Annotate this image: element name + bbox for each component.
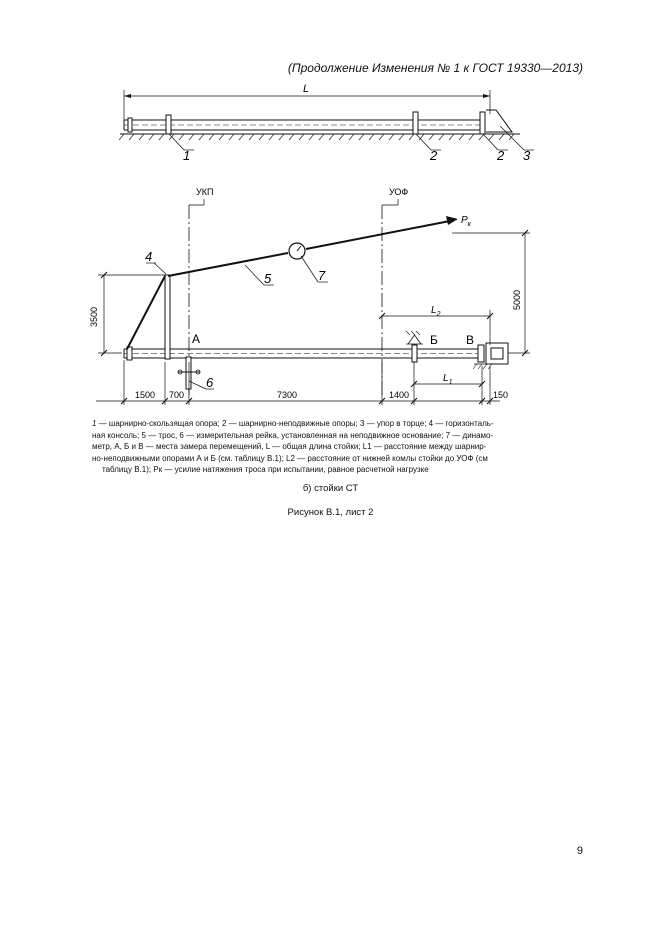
dim-3500: 3500 <box>89 306 99 327</box>
callout-6: 6 <box>206 375 214 390</box>
dim-1500: 1500 <box>135 390 156 400</box>
point-a: А <box>192 332 201 346</box>
figure-caption: Рисунок В.1, лист 2 <box>287 507 374 518</box>
legend-line-4: но-неподвижными опорами А и Б (см. таблицу В.1); L2 — расстояние от нижней комлы стойки до УОФ (см <box>92 453 488 463</box>
top-view <box>120 90 520 134</box>
ukp-label: УКП <box>196 187 214 197</box>
figure-legend <box>92 418 572 476</box>
callout-5: 5 <box>264 271 272 286</box>
legend-line-3: метр, А, Б и В — места замера перемещений, L — общая длина стойки; L1 — расстояние между шарнир- <box>92 442 487 451</box>
dim-700: 700 <box>169 390 185 400</box>
callout-2a: 2 <box>430 148 438 163</box>
dim-7300: 7300 <box>277 390 298 400</box>
callout-3: 3 <box>523 148 531 163</box>
legend-line-5: таблицу В.1); Pк — усилие натяжения троса при испытании, равное расчетной нагрузке <box>102 465 429 474</box>
callout-4: 4 <box>145 249 153 264</box>
pk-label: $P_к$ <box>461 215 471 228</box>
side-dimensions <box>96 233 530 405</box>
dim-1400: 1400 <box>389 390 410 400</box>
legend-line-2: ная консоль; 5 — трос, 6 — измерительная рейка, установленная на неподвижное основание; 7 — динамо- <box>92 430 494 440</box>
dim-l1: $L_1$ <box>443 373 453 386</box>
callout-2b: 2 <box>497 148 505 163</box>
page-number: 9 <box>576 845 583 857</box>
legend-line-1: 1 — шарнирно-скользящая опора; 2 — шарнирно-неподвижные опоры; 3 — упор в торце; 4 — горизонталь- <box>92 419 494 428</box>
callout-1: 1 <box>183 148 191 163</box>
ground-hatch-top <box>119 134 514 140</box>
dim-L-label: L <box>303 83 310 95</box>
point-b: Б <box>430 333 438 347</box>
dim-150: 150 <box>493 390 509 400</box>
point-v: В <box>466 333 475 347</box>
callout-7: 7 <box>318 268 326 283</box>
dim-l2: $L_2$ <box>431 305 441 318</box>
uof-label: УОФ <box>389 187 409 197</box>
page-header: (Продолжение Изменения № 1 к ГОСТ 19330—2013) <box>287 61 583 75</box>
subcaption: б) стойки СТ <box>302 483 359 494</box>
side-view <box>124 199 508 398</box>
dim-5000: 5000 <box>512 289 522 310</box>
